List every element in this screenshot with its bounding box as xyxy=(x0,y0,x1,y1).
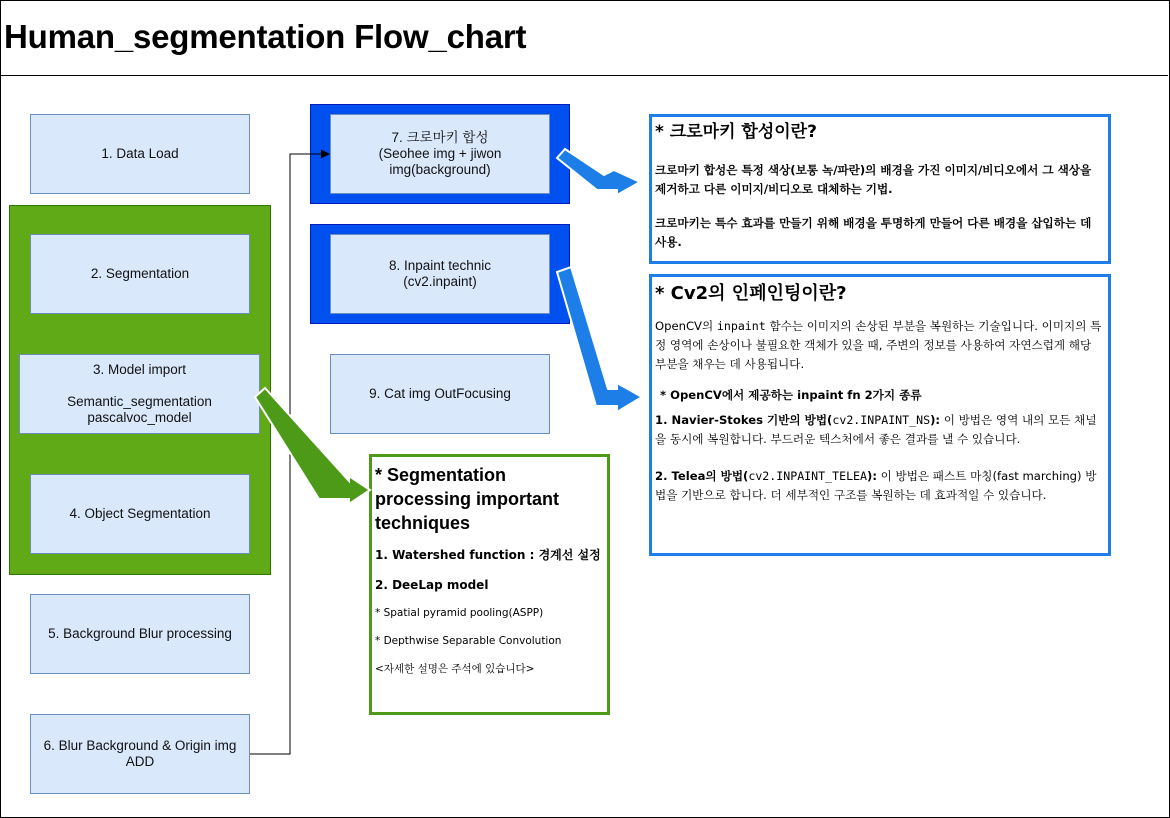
arrow-3-to-seg-note xyxy=(255,388,370,504)
arrow-7-to-chromakey-note xyxy=(557,149,640,195)
inpaint-intro-a: OpenCV의 xyxy=(655,319,717,333)
page-title: Human_segmentation Flow_chart xyxy=(4,18,527,55)
node-model-import[interactable]: 3. Model import Semantic_segmentation pascalvoc_model xyxy=(19,354,260,434)
inpaint-m1-code: cv2.INPAINT_NS xyxy=(832,413,931,427)
seg-note-bullet2: * Depthwise Separable Convolution xyxy=(375,635,562,647)
chromakey-note-para2: 크로마키는 특수 효과를 만들기 위해 배경을 투명하게 만들어 다른 배경을 삽입하는 데 사용. xyxy=(655,216,1092,249)
inpaint-m2-desc: 이 방법은 패스트 마칭(fast marching) 방법을 기반으로 합니다. 더 세부적인 구조를 복원하는 데 효과적일 수 있습니다. xyxy=(655,469,1097,502)
seg-note-bullet1: * Spatial pyramid pooling(ASPP) xyxy=(375,607,544,619)
inpaint-m1-desc: 이 방법은 영역 내의 모든 채널을 동시에 복원합니다. 부드러운 텍스처에서 좋은 결과를 낼 수 있습니다. xyxy=(655,413,1097,446)
inpaint-m1-close: ): xyxy=(930,413,941,427)
node-background-blur[interactable]: 5. Background Blur processing xyxy=(30,594,250,674)
chromakey-note-para1: 크로마키 합성은 특정 색상(보통 녹/파란)의 배경을 가진 이미지/비디오에서 그 색상을 제거하고 다른 이미지/비디오로 대체하는 기법. xyxy=(655,163,1092,196)
seg-note-heading: * Segmentation processing important techniques xyxy=(375,465,560,533)
inpaint-intro-b: 함수는 이미지의 손상된 부분을 복원하는 기술입니다. 이미지의 특정 영역에 손상이나 불필요한 객체가 있을 때, 주변의 정보를 사용하여 자연스럽게 해당 부분을 채우는 데 사용됩니다. xyxy=(655,319,1102,371)
seg-note-item1: 1. Watershed function : 경계선 설정 xyxy=(375,548,601,562)
inpaint-m2-title: 2. Telea의 방법( xyxy=(655,469,749,483)
node-chromakey[interactable]: 7. 크로마키 합성 (Seohee img + jiwon img(background) xyxy=(330,114,550,194)
node-object-segmentation[interactable]: 4. Object Segmentation xyxy=(30,474,250,554)
inpaint-m2-code: cv2.INPAINT_TELEA xyxy=(748,469,868,483)
arrow-8-to-inpaint-note xyxy=(557,267,642,412)
seg-note-item2: 2. DeeLap model xyxy=(375,578,489,592)
node-cat-outfocus[interactable]: 9. Cat img OutFocusing xyxy=(330,354,550,434)
chromakey-note-heading: * 크로마키 합성이란? xyxy=(655,122,817,142)
inpaint-note-subheading: * OpenCV에서 제공하는 inpaint fn 2가지 종류 xyxy=(660,388,922,402)
node-data-load[interactable]: 1. Data Load xyxy=(30,114,250,194)
inpaint-note-heading: * Cv2의 인페인팅이란? xyxy=(655,283,847,304)
seg-note-footer: <자세한 설명은 주석에 있습니다> xyxy=(375,663,535,675)
inpaint-m2-close: ): xyxy=(867,469,877,483)
node-inpaint[interactable]: 8. Inpaint technic (cv2.inpaint) xyxy=(330,234,550,314)
node-segmentation[interactable]: 2. Segmentation xyxy=(30,234,250,314)
connector-6-to-7-arrowhead xyxy=(321,150,330,159)
inpaint-intro-code: inpaint xyxy=(716,319,766,333)
inpaint-m1-title: 1. Navier-Stokes 기반의 방법( xyxy=(655,413,833,427)
node-blur-add[interactable]: 6. Blur Background & Origin img ADD xyxy=(30,714,250,794)
